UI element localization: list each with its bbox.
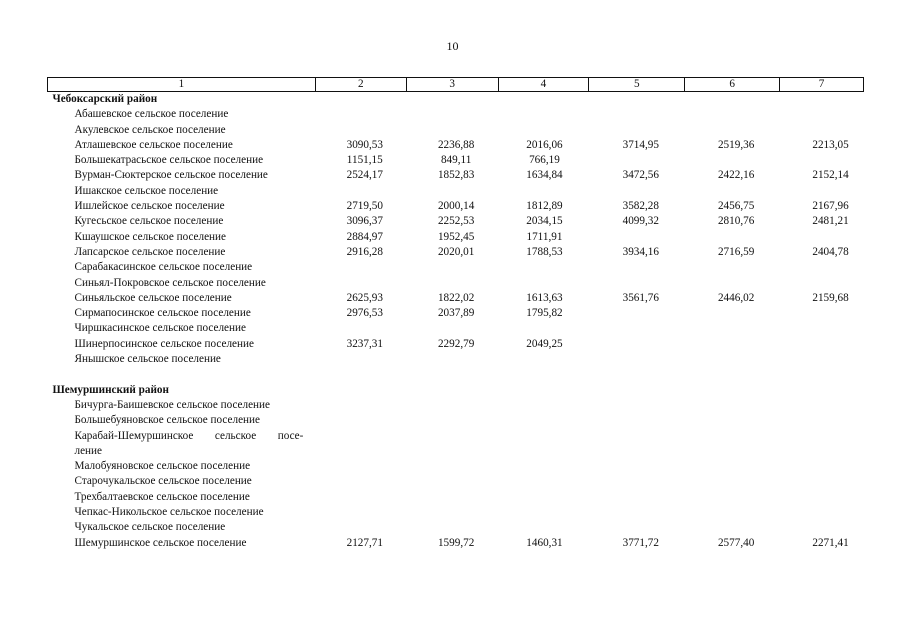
table-row: [48, 291, 864, 306]
value-col-2: 1151,15: [346, 154, 383, 167]
value-col-7: 2159,68: [812, 291, 849, 304]
value-col-6: [685, 429, 780, 444]
value-col-4: [498, 505, 589, 520]
value-col-2: 2884,97: [346, 230, 383, 243]
value-col-6: [685, 474, 780, 489]
value-col-6: 2810,76: [717, 215, 755, 228]
table-row: [48, 398, 864, 413]
value-col-5: 4099,32: [622, 215, 659, 228]
settlement-name: Лапсарское сельское поселение: [74, 245, 226, 258]
value-col-3: [406, 505, 498, 520]
value-col-6: [685, 413, 780, 428]
value-col-2: [315, 321, 406, 336]
value-col-5: [589, 413, 685, 428]
value-col-7: 2481,21: [812, 215, 849, 228]
value-col-6: 2422,16: [717, 169, 755, 182]
table-row: [48, 138, 864, 153]
table-row: [48, 459, 864, 474]
data-table: [47, 77, 864, 551]
settlement-name: Чиршкасинское сельское поселение: [74, 322, 246, 335]
value-col-4: [498, 107, 589, 122]
value-col-6: [685, 123, 780, 138]
value-col-5: 3472,56: [622, 169, 659, 182]
table-row: [48, 337, 864, 352]
value-col-6: [685, 306, 780, 321]
value-col-7: 2152,14: [812, 169, 849, 182]
column-header-4: 4: [498, 78, 589, 92]
value-col-7: [780, 184, 864, 199]
settlement-name: Шинерпосинское сельское поселение: [74, 337, 254, 350]
table-row: [48, 413, 864, 428]
value-col-2: 3096,37: [346, 215, 383, 228]
table-row: [48, 184, 864, 199]
value-col-5: [589, 474, 685, 489]
table-row: [48, 306, 864, 321]
value-col-5: [589, 490, 685, 505]
page-number: 10: [446, 39, 459, 53]
settlement-name: Кугесьское сельское поселение: [74, 215, 224, 228]
value-col-4: [498, 459, 589, 474]
value-col-7: [780, 398, 864, 413]
value-col-6: 2577,40: [717, 536, 755, 549]
value-col-4: [498, 276, 589, 291]
settlement-name: Кшаушское сельское поселение: [74, 230, 227, 243]
value-col-5: [589, 153, 685, 168]
value-col-4: 2034,15: [526, 215, 563, 228]
value-col-3: 2236,88: [437, 138, 475, 151]
value-col-2: [315, 123, 406, 138]
settlement-name: Вурман-Сюктерское сельское поселение: [74, 169, 268, 182]
value-col-6: [685, 260, 780, 275]
value-col-3: 1599,72: [437, 536, 475, 549]
table-row: [48, 107, 864, 122]
value-col-2: [315, 107, 406, 122]
value-col-7: [780, 107, 864, 122]
value-col-7: [780, 459, 864, 474]
value-col-3: [406, 474, 498, 489]
value-col-5: [589, 520, 685, 535]
value-col-7: [780, 429, 864, 444]
table-row: [48, 321, 864, 336]
table-row: [48, 536, 864, 551]
value-col-4: [498, 184, 589, 199]
value-col-7: 2271,41: [812, 536, 849, 549]
value-col-6: [685, 230, 780, 245]
value-col-3: [406, 352, 498, 367]
settlement-name: Трехбалтаевское сельское поселение: [74, 490, 250, 503]
value-col-3: 2252,53: [437, 215, 475, 228]
value-col-7: [780, 490, 864, 505]
value-col-3: 1852,83: [437, 169, 475, 182]
value-col-4: 1788,53: [526, 245, 563, 258]
value-col-2: 3090,53: [346, 138, 383, 151]
settlement-name: Синьял-Покровское сельское поселение: [74, 276, 266, 289]
settlement-name: Шемуршинское сельское поселение: [74, 536, 247, 549]
value-col-7: [780, 260, 864, 275]
value-col-4: [498, 520, 589, 535]
column-header-5: 5: [589, 78, 685, 92]
value-col-3: 1822,02: [437, 291, 475, 304]
value-col-5: 3714,95: [622, 138, 659, 151]
value-col-5: [589, 505, 685, 520]
value-col-7: [780, 520, 864, 535]
value-col-6: [685, 490, 780, 505]
table-row: [48, 214, 864, 229]
value-col-7: [780, 505, 864, 520]
value-col-2: [315, 520, 406, 535]
table-row: [48, 490, 864, 505]
value-col-6: [685, 321, 780, 336]
district-row: [48, 92, 864, 108]
value-col-4: [498, 429, 589, 444]
value-col-3: [406, 520, 498, 535]
table-row: [48, 276, 864, 291]
value-col-3: [406, 321, 498, 336]
value-col-4: 1795,82: [526, 307, 563, 320]
value-col-2: [315, 413, 406, 428]
value-col-5: [589, 123, 685, 138]
value-col-4: 1711,91: [526, 230, 563, 243]
value-col-5: [589, 429, 685, 444]
settlement-name-continuation: ление: [74, 444, 102, 457]
value-col-5: 3582,28: [622, 200, 659, 213]
value-col-2: [315, 490, 406, 505]
empty-cell: [589, 444, 685, 459]
settlement-name: Абашевское сельское поселение: [74, 108, 229, 121]
settlement-name: Чукальское сельское поселение: [74, 521, 226, 534]
table-row: [48, 153, 864, 168]
value-col-5: [589, 337, 685, 352]
table-row: [48, 505, 864, 520]
value-col-3: [406, 398, 498, 413]
value-col-3: 2037,89: [437, 307, 475, 320]
value-col-6: [685, 520, 780, 535]
table-row: [48, 168, 864, 183]
empty-cell: [315, 444, 406, 459]
value-col-4: 2016,06: [526, 138, 563, 151]
value-col-7: 2404,78: [812, 245, 849, 258]
value-col-2: 2976,53: [346, 307, 383, 320]
value-col-3: [406, 107, 498, 122]
value-col-3: [406, 184, 498, 199]
value-col-2: 2916,28: [346, 245, 383, 258]
settlement-name: Ишакское сельское поселение: [74, 184, 219, 197]
value-col-2: 2524,17: [346, 169, 383, 182]
value-col-4: [498, 260, 589, 275]
district-name: Шемуршинский район: [52, 383, 169, 396]
table-row: [48, 230, 864, 245]
value-col-2: [315, 429, 406, 444]
value-col-2: 2127,71: [346, 536, 383, 549]
value-col-3: 2000,14: [437, 200, 475, 213]
value-col-5: [589, 321, 685, 336]
value-col-5: [589, 459, 685, 474]
value-col-4: 1812,89: [526, 200, 563, 213]
header-row: [48, 78, 864, 92]
value-col-2: [315, 184, 406, 199]
value-col-3: [406, 276, 498, 291]
settlement-name: Синьяльское сельское поселение: [74, 291, 232, 304]
column-header-2: 2: [315, 78, 406, 92]
value-col-3: [406, 490, 498, 505]
value-col-7: [780, 123, 864, 138]
column-header-1: 1: [48, 78, 316, 92]
value-col-5: 3561,76: [622, 291, 659, 304]
empty-cell: [685, 444, 780, 459]
value-col-4: [498, 352, 589, 367]
value-col-4: [498, 474, 589, 489]
value-col-2: [315, 398, 406, 413]
value-col-2: [315, 474, 406, 489]
empty-cell: [498, 444, 589, 459]
table-body: [48, 92, 864, 551]
value-col-6: [685, 459, 780, 474]
value-col-3: [406, 260, 498, 275]
settlement-name: Большебуяновское сельское поселение: [74, 414, 260, 427]
spacer-cell: [48, 367, 864, 382]
settlement-name: Ишлейское сельское поселение: [74, 200, 225, 213]
value-col-7: 2213,05: [812, 138, 849, 151]
table-header: [48, 78, 864, 92]
value-col-4: [498, 490, 589, 505]
column-header-7: 7: [780, 78, 864, 92]
value-col-5: [589, 184, 685, 199]
value-col-6: [685, 352, 780, 367]
section-spacer: [48, 367, 864, 382]
value-col-5: [589, 398, 685, 413]
value-col-7: [780, 474, 864, 489]
value-col-3: 849,11: [440, 154, 472, 167]
value-col-6: [685, 107, 780, 122]
value-col-6: [685, 276, 780, 291]
table-row: [48, 123, 864, 138]
settlement-name: Старочукальское сельское поселение: [74, 475, 252, 488]
settlement-name: Карабай-Шемуршинское сельское посе-: [74, 429, 304, 442]
value-col-7: [780, 306, 864, 321]
value-col-5: [589, 306, 685, 321]
value-col-4: 2049,25: [526, 337, 563, 350]
district-row: [48, 383, 864, 398]
value-col-4: [498, 398, 589, 413]
value-col-2: [315, 260, 406, 275]
value-col-5: 3771,72: [622, 536, 659, 549]
settlement-name: Атлашевское сельское поселение: [74, 138, 233, 151]
value-col-2: 2625,93: [346, 291, 383, 304]
value-col-6: [685, 505, 780, 520]
value-col-6: 2519,36: [717, 138, 755, 151]
value-col-5: [589, 260, 685, 275]
column-header-3: 3: [406, 78, 498, 92]
settlement-name: Сирмапосинское сельское поселение: [74, 307, 251, 320]
value-col-2: 2719,50: [346, 200, 383, 213]
value-col-4: [498, 413, 589, 428]
value-col-6: [685, 153, 780, 168]
table-row-continuation: [48, 444, 864, 459]
value-col-3: [406, 123, 498, 138]
value-col-5: [589, 276, 685, 291]
value-col-6: 2446,02: [717, 291, 755, 304]
settlement-name: Чепкас-Никольское сельское поселение: [74, 506, 264, 519]
value-col-2: [315, 505, 406, 520]
value-col-7: [780, 230, 864, 245]
value-col-4: 1613,63: [526, 291, 563, 304]
value-col-6: [685, 184, 780, 199]
table-row: [48, 520, 864, 535]
settlement-name: Бичурга-Баишевское сельское поселение: [74, 398, 270, 411]
value-col-6: 2716,59: [717, 245, 755, 258]
settlement-name: Малобуяновское сельское поселение: [74, 460, 251, 473]
district-name: Чебоксарский район: [52, 93, 158, 105]
value-col-2: [315, 276, 406, 291]
table-row: [48, 245, 864, 260]
value-col-7: [780, 276, 864, 291]
value-col-5: 3934,16: [622, 245, 659, 258]
table-row: [48, 199, 864, 214]
value-col-4: [498, 123, 589, 138]
value-col-4: 1634,84: [526, 169, 563, 182]
table-row: [48, 429, 864, 444]
value-col-2: [315, 352, 406, 367]
settlement-name: Янышское сельское поселение: [74, 353, 221, 366]
value-col-7: [780, 352, 864, 367]
value-col-7: 2167,96: [812, 200, 849, 213]
value-col-2: [315, 459, 406, 474]
value-col-3: [406, 413, 498, 428]
empty-cell: [406, 444, 498, 459]
value-col-3: 2020,01: [437, 245, 475, 258]
value-col-3: 1952,45: [437, 230, 475, 243]
value-col-7: [780, 321, 864, 336]
value-col-3: [406, 429, 498, 444]
value-col-7: [780, 153, 864, 168]
value-col-6: [685, 398, 780, 413]
value-col-4: 1460,31: [526, 536, 563, 549]
settlement-name: Большекатрасьское сельское поселение: [74, 154, 264, 167]
value-col-6: 2456,75: [717, 200, 755, 213]
value-col-3: 2292,79: [437, 337, 475, 350]
value-col-3: [406, 459, 498, 474]
table-row: [48, 474, 864, 489]
settlement-name: Акулевское сельское поселение: [74, 123, 226, 136]
value-col-7: [780, 413, 864, 428]
value-col-6: [685, 337, 780, 352]
value-col-5: [589, 107, 685, 122]
column-header-6: 6: [685, 78, 780, 92]
empty-cell: [780, 444, 864, 459]
settlement-name: Сарабакасинское сельское поселение: [74, 261, 253, 274]
value-col-4: 766,19: [529, 154, 560, 167]
value-col-4: [498, 321, 589, 336]
value-col-5: [589, 352, 685, 367]
table-row: [48, 260, 864, 275]
value-col-5: [589, 230, 685, 245]
value-col-7: [780, 337, 864, 352]
table-row: [48, 352, 864, 367]
value-col-2: 3237,31: [346, 337, 383, 350]
